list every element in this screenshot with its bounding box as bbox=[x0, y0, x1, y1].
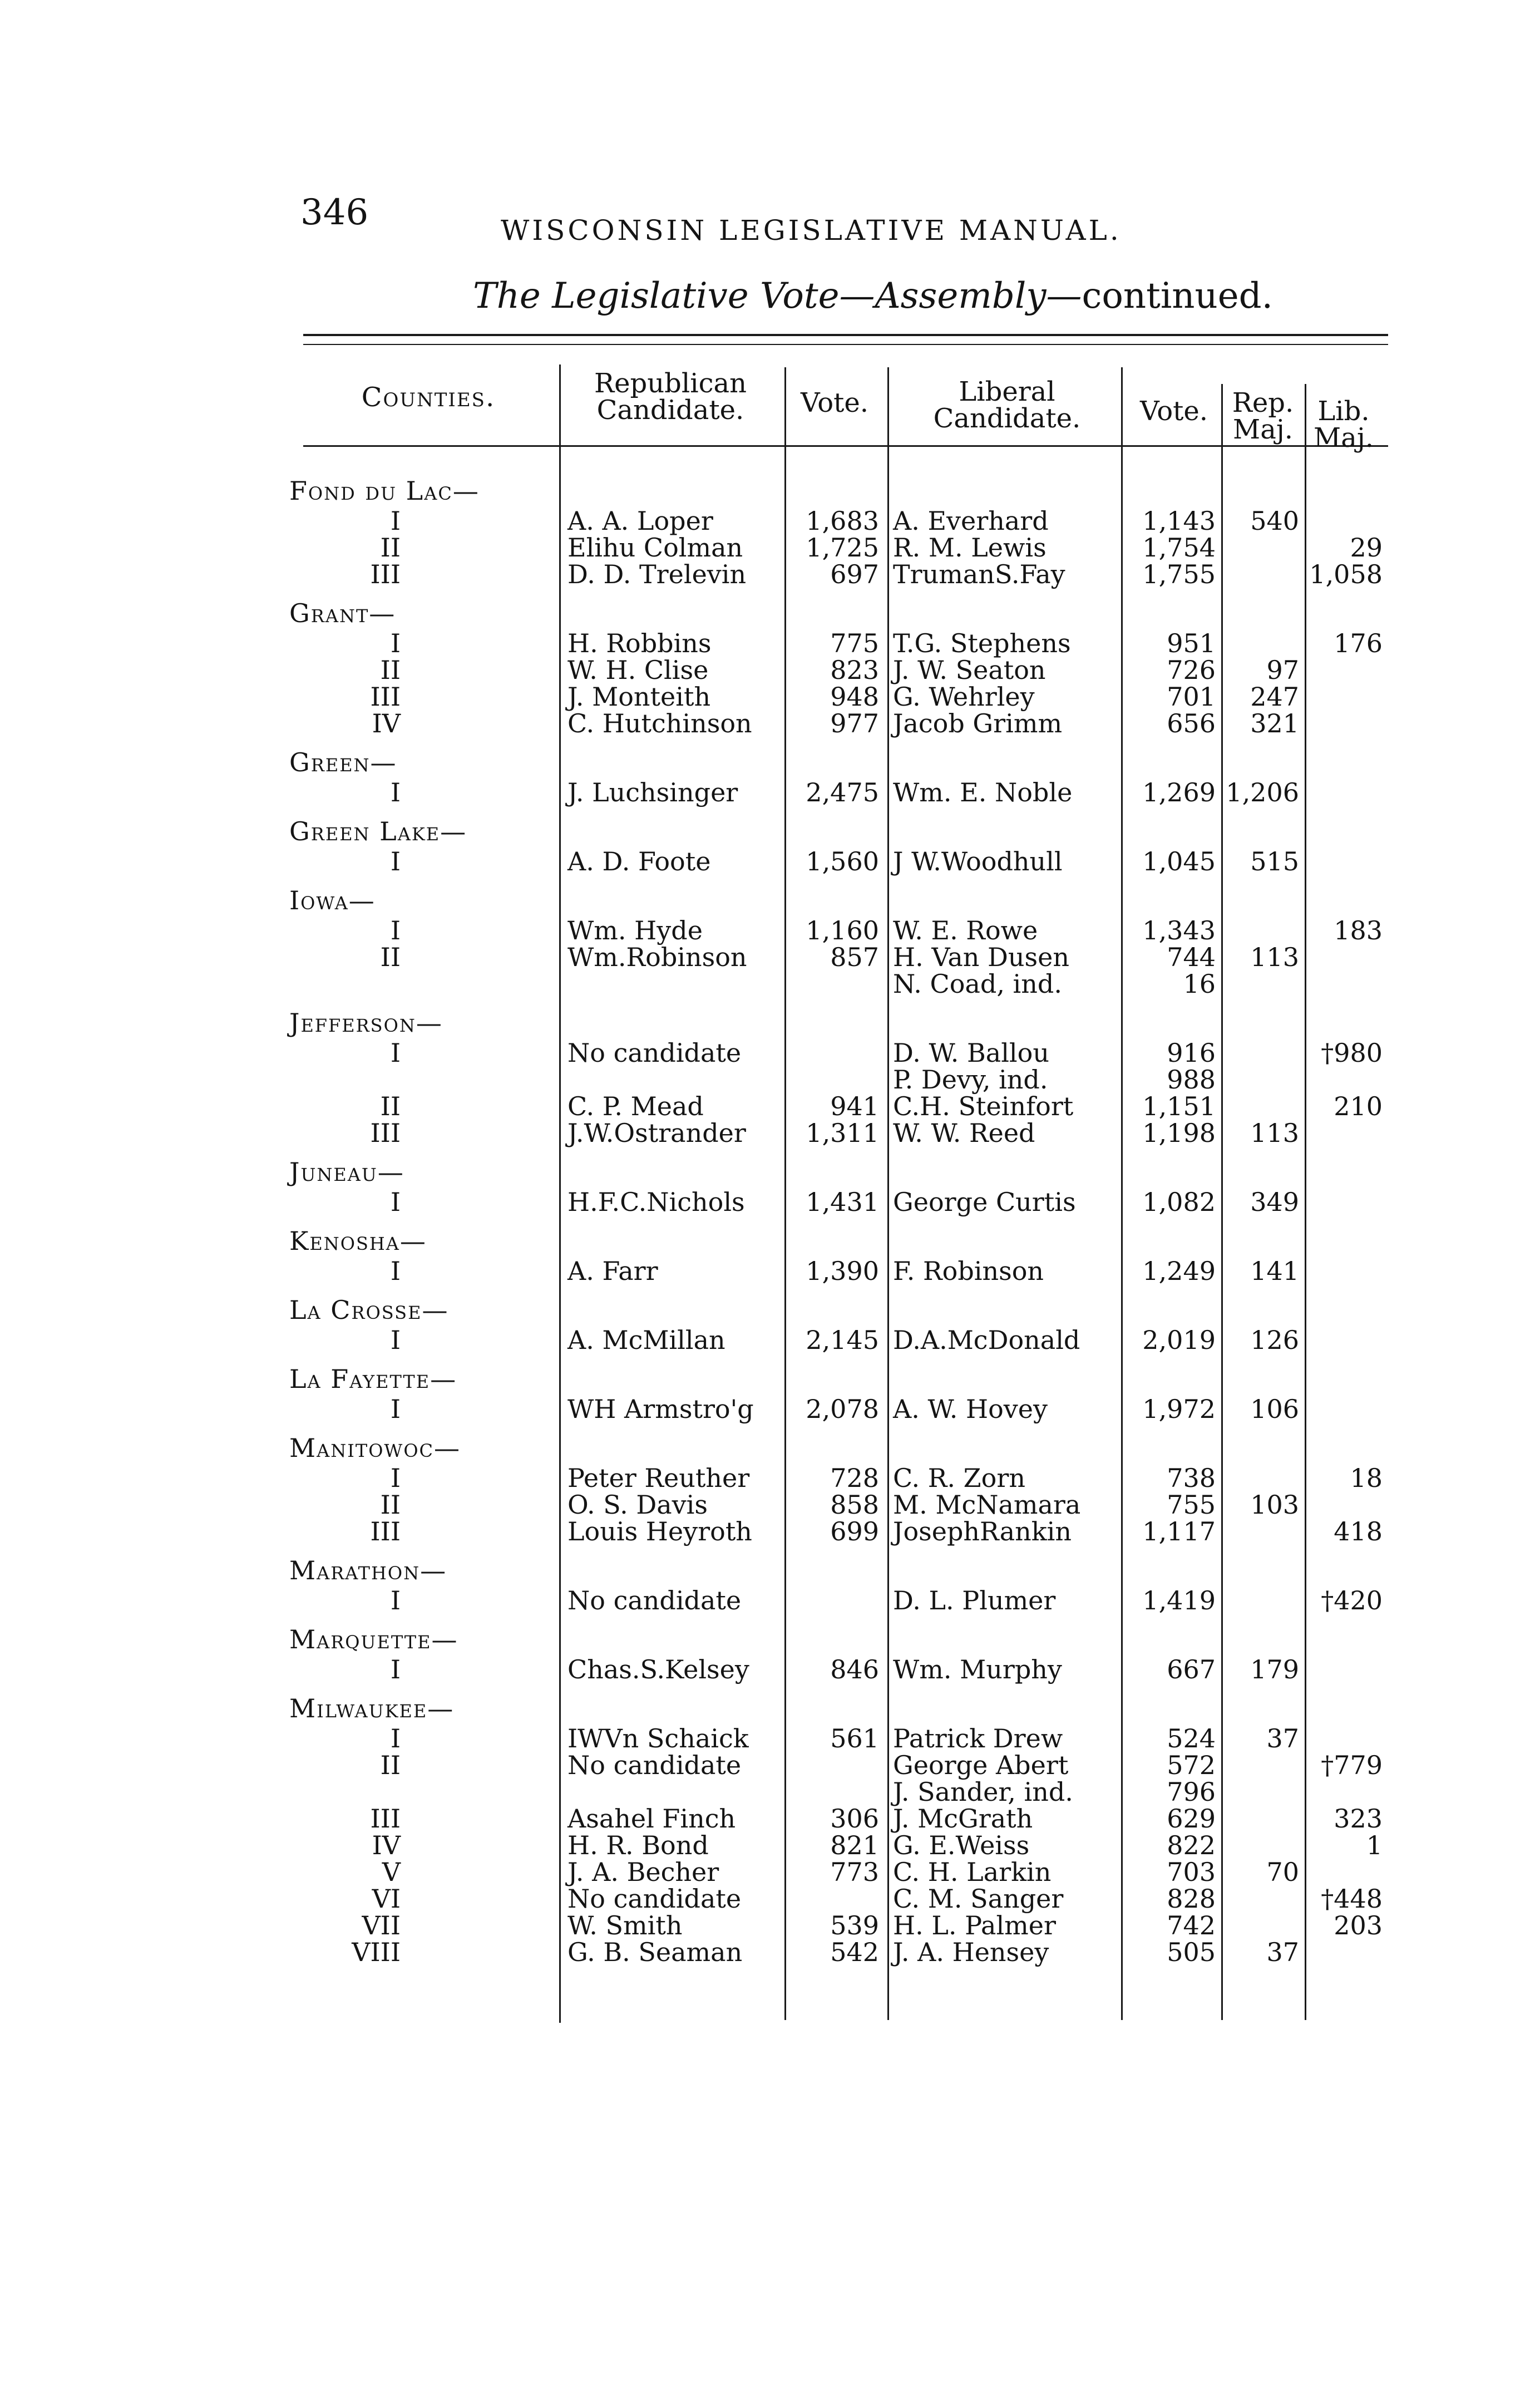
lib-vote: 738 bbox=[1167, 1463, 1216, 1493]
rep-candidate: A. Farr bbox=[567, 1256, 658, 1286]
rep-vote: 857 bbox=[830, 942, 879, 972]
district: III bbox=[370, 1118, 401, 1148]
county-heading: Milwaukee— bbox=[289, 1693, 455, 1723]
lib-candidate: P. Devy, ind. bbox=[893, 1065, 1048, 1095]
lib-candidate: Wm. Murphy bbox=[893, 1654, 1062, 1684]
rep-candidate: A. A. Loper bbox=[567, 506, 713, 536]
rep-majority: 1,206 bbox=[1226, 777, 1299, 807]
lib-candidate: D. L. Plumer bbox=[893, 1585, 1056, 1615]
rep-vote: 821 bbox=[830, 1830, 879, 1860]
rep-majority: 113 bbox=[1250, 942, 1299, 972]
col-divider-4 bbox=[1121, 367, 1123, 2020]
lib-candidate: N. Coad, ind. bbox=[893, 969, 1062, 999]
lib-vote: 1,269 bbox=[1142, 777, 1216, 807]
lib-majority: 210 bbox=[1334, 1091, 1383, 1121]
rep-vote: 977 bbox=[830, 708, 879, 738]
lib-vote: 726 bbox=[1167, 655, 1216, 685]
rep-vote: 823 bbox=[830, 655, 879, 685]
district: II bbox=[380, 655, 401, 685]
lib-vote: 701 bbox=[1167, 682, 1216, 712]
rep-vote: 542 bbox=[830, 1937, 879, 1967]
lib-candidate: W. W. Reed bbox=[893, 1118, 1035, 1148]
lib-candidate: H. Van Dusen bbox=[893, 942, 1069, 972]
table-subtitle bbox=[473, 275, 1273, 317]
rep-candidate: W. Smith bbox=[567, 1910, 683, 1940]
rep-candidate: Wm.Robinson bbox=[567, 942, 747, 972]
rep-majority: 179 bbox=[1250, 1654, 1299, 1684]
lib-vote: 951 bbox=[1167, 628, 1216, 658]
district: III bbox=[370, 682, 401, 712]
rep-candidate: No candidate bbox=[567, 1750, 742, 1780]
district: V bbox=[382, 1857, 401, 1887]
rep-vote: 1,390 bbox=[806, 1256, 879, 1286]
lib-candidate: J W.Woodhull bbox=[893, 846, 1063, 876]
rep-candidate: No candidate bbox=[567, 1884, 742, 1914]
lib-majority: 203 bbox=[1334, 1910, 1383, 1940]
lib-candidate: J. McGrath bbox=[893, 1804, 1033, 1834]
lib-vote: 796 bbox=[1167, 1777, 1216, 1807]
district: I bbox=[390, 1325, 401, 1355]
district: I bbox=[390, 628, 401, 658]
rep-vote: 948 bbox=[830, 682, 879, 712]
rep-vote: 941 bbox=[830, 1091, 879, 1121]
rep-candidate: C. P. Mead bbox=[567, 1091, 704, 1121]
district: IV bbox=[372, 708, 401, 738]
lib-candidate: T.G. Stephens bbox=[893, 628, 1071, 658]
lib-vote: 1,198 bbox=[1142, 1118, 1216, 1148]
subtitle-italic: The Legislative Vote—Assembly— bbox=[473, 275, 1082, 317]
lib-majority: 1,058 bbox=[1309, 559, 1383, 589]
rep-vote: 1,725 bbox=[806, 533, 879, 563]
lib-vote: 1,249 bbox=[1142, 1256, 1216, 1286]
lib-candidate: George Abert bbox=[893, 1750, 1069, 1780]
lib-vote: 1,082 bbox=[1142, 1187, 1216, 1217]
rep-vote: 561 bbox=[830, 1723, 879, 1753]
lib-candidate: C. H. Larkin bbox=[893, 1857, 1052, 1887]
rep-majority: 106 bbox=[1250, 1394, 1299, 1424]
lib-candidate: D.A.McDonald bbox=[893, 1325, 1080, 1355]
lib-majority: 18 bbox=[1350, 1463, 1383, 1493]
lib-vote: 629 bbox=[1167, 1804, 1216, 1834]
running-title: WISCONSIN LEGISLATIVE MANUAL. bbox=[501, 214, 1122, 247]
rep-candidate: Wm. Hyde bbox=[567, 915, 703, 945]
subtitle-roman: continued. bbox=[1082, 275, 1273, 317]
county-heading: Marathon— bbox=[289, 1555, 447, 1585]
lib-candidate: G. E.Weiss bbox=[893, 1830, 1030, 1860]
rep-candidate: No candidate bbox=[567, 1038, 742, 1068]
lib-majority: †420 bbox=[1321, 1585, 1383, 1615]
rep-candidate: No candidate bbox=[567, 1585, 742, 1615]
rep-candidate: G. B. Seaman bbox=[567, 1937, 743, 1967]
lib-vote: 916 bbox=[1167, 1038, 1216, 1068]
district: VII bbox=[362, 1910, 401, 1940]
lib-vote: 1,045 bbox=[1142, 846, 1216, 876]
col-divider-5 bbox=[1221, 384, 1223, 2020]
lib-candidate: C. R. Zorn bbox=[893, 1463, 1025, 1493]
county-heading: La Fayette— bbox=[289, 1364, 457, 1394]
rep-candidate: H. R. Bond bbox=[567, 1830, 709, 1860]
lib-vote: 656 bbox=[1167, 708, 1216, 738]
lib-vote: 755 bbox=[1167, 1490, 1216, 1520]
rep-candidate: H. Robbins bbox=[567, 628, 712, 658]
lib-vote: 988 bbox=[1167, 1065, 1216, 1095]
county-heading: Grant— bbox=[289, 598, 396, 628]
col-divider-3 bbox=[887, 367, 889, 2020]
rep-candidate: A. McMillan bbox=[567, 1325, 725, 1355]
rep-majority: 126 bbox=[1250, 1325, 1299, 1355]
lib-candidate: George Curtis bbox=[893, 1187, 1076, 1217]
lib-candidate: J. Sander, ind. bbox=[893, 1777, 1073, 1807]
district: II bbox=[380, 533, 401, 563]
lib-majority: 183 bbox=[1334, 915, 1383, 945]
lib-vote: 572 bbox=[1167, 1750, 1216, 1780]
rep-vote: 1,311 bbox=[806, 1118, 879, 1148]
col-divider-1 bbox=[559, 364, 561, 2023]
rep-majority: 247 bbox=[1250, 682, 1299, 712]
lib-vote: 2,019 bbox=[1142, 1325, 1216, 1355]
lib-candidate: C.H. Steinfort bbox=[893, 1091, 1074, 1121]
county-heading: Marquette— bbox=[289, 1624, 458, 1654]
rep-vote: 846 bbox=[830, 1654, 879, 1684]
rep-candidate: J. Monteith bbox=[567, 682, 711, 712]
lib-vote: 744 bbox=[1167, 942, 1216, 972]
rep-candidate: O. S. Davis bbox=[567, 1490, 708, 1520]
county-heading: Green— bbox=[289, 747, 397, 777]
rep-candidate: WH Armstro'g bbox=[567, 1394, 754, 1424]
district: VI bbox=[372, 1884, 401, 1914]
rep-vote: 773 bbox=[830, 1857, 879, 1887]
district: I bbox=[390, 846, 401, 876]
rep-majority: 103 bbox=[1250, 1490, 1299, 1520]
county-heading: Juneau— bbox=[289, 1157, 404, 1187]
rep-candidate: D. D. Trelevin bbox=[567, 559, 747, 589]
rep-vote: 2,145 bbox=[806, 1325, 879, 1355]
lib-candidate: J. W. Seaton bbox=[893, 655, 1046, 685]
rep-candidate: A. D. Foote bbox=[567, 846, 711, 876]
rep-vote: 539 bbox=[830, 1910, 879, 1940]
lib-candidate: H. L. Palmer bbox=[893, 1910, 1057, 1940]
rep-vote: 728 bbox=[830, 1463, 879, 1493]
county-heading: Manitowoc— bbox=[289, 1433, 461, 1463]
county-heading: Jefferson— bbox=[289, 1008, 443, 1038]
rep-candidate: H.F.C.Nichols bbox=[567, 1187, 745, 1217]
lib-candidate: Wm. E. Noble bbox=[893, 777, 1073, 807]
district: I bbox=[390, 777, 401, 807]
rep-majority: 349 bbox=[1250, 1187, 1299, 1217]
district: III bbox=[370, 559, 401, 589]
rep-majority: 97 bbox=[1266, 655, 1299, 685]
lib-vote: 1,343 bbox=[1142, 915, 1216, 945]
lib-majority: 176 bbox=[1334, 628, 1383, 658]
header-rule bbox=[303, 445, 1388, 447]
top-rule bbox=[303, 334, 1388, 336]
rep-vote: 1,431 bbox=[806, 1187, 879, 1217]
rep-majority: 70 bbox=[1266, 1857, 1299, 1887]
rep-majority: 321 bbox=[1250, 708, 1299, 738]
district: II bbox=[380, 1091, 401, 1121]
lib-vote: 1,117 bbox=[1142, 1516, 1216, 1546]
rep-candidate: C. Hutchinson bbox=[567, 708, 752, 738]
header-lib-vote: Vote. bbox=[1139, 396, 1208, 427]
rep-candidate: Peter Reuther bbox=[567, 1463, 750, 1493]
rep-candidate: Louis Heyroth bbox=[567, 1516, 752, 1546]
lib-majority: †779 bbox=[1321, 1750, 1383, 1780]
district: I bbox=[390, 1038, 401, 1068]
rep-majority: 37 bbox=[1266, 1937, 1299, 1967]
rep-candidate: IWVn Schaick bbox=[567, 1723, 749, 1753]
rep-vote: 775 bbox=[830, 628, 879, 658]
county-heading: Fond du Lac— bbox=[289, 476, 480, 506]
lib-majority: †448 bbox=[1321, 1884, 1383, 1914]
district: III bbox=[370, 1804, 401, 1834]
district: II bbox=[380, 1750, 401, 1780]
county-heading: La Crosse— bbox=[289, 1295, 449, 1325]
lib-candidate: R. M. Lewis bbox=[893, 533, 1047, 563]
lib-vote: 505 bbox=[1167, 1937, 1216, 1967]
lib-candidate: D. W. Ballou bbox=[893, 1038, 1049, 1068]
district: I bbox=[390, 915, 401, 945]
rep-vote: 697 bbox=[830, 559, 879, 589]
lib-candidate: Jacob Grimm bbox=[893, 708, 1063, 738]
rep-vote: 699 bbox=[830, 1516, 879, 1546]
lib-candidate: Patrick Drew bbox=[893, 1723, 1063, 1753]
rep-vote: 2,475 bbox=[806, 777, 879, 807]
rep-candidate: W. H. Clise bbox=[567, 655, 709, 685]
county-heading: Iowa— bbox=[289, 885, 376, 915]
rep-candidate: J. Luchsinger bbox=[567, 777, 738, 807]
lib-vote: 1,143 bbox=[1142, 506, 1216, 536]
header-rep-vote: Vote. bbox=[800, 387, 869, 418]
district: IV bbox=[372, 1830, 401, 1860]
rep-candidate: J.W.Ostrander bbox=[567, 1118, 746, 1148]
lib-vote: 1,754 bbox=[1142, 533, 1216, 563]
page-number: 346 bbox=[300, 192, 369, 233]
col-divider-2 bbox=[784, 367, 786, 2020]
lib-majority: 29 bbox=[1350, 533, 1383, 563]
lib-candidate: M. McNamara bbox=[893, 1490, 1081, 1520]
header-lib-maj: Lib. Maj. bbox=[1314, 396, 1374, 454]
county-heading: Kenosha— bbox=[289, 1226, 427, 1256]
rep-candidate: Elihu Colman bbox=[567, 533, 743, 563]
lib-candidate: J. A. Hensey bbox=[893, 1937, 1049, 1967]
lib-candidate: C. M. Sanger bbox=[893, 1884, 1064, 1914]
district: VIII bbox=[352, 1937, 401, 1967]
header-rep-maj: Rep. Maj. bbox=[1232, 387, 1294, 445]
rep-majority: 37 bbox=[1266, 1723, 1299, 1753]
header-liberal-candidate: Liberal Candidate. bbox=[933, 376, 1081, 434]
lib-vote: 1,972 bbox=[1142, 1394, 1216, 1424]
lib-candidate: W. E. Rowe bbox=[893, 915, 1038, 945]
county-heading: Green Lake— bbox=[289, 816, 467, 846]
rep-candidate: Chas.S.Kelsey bbox=[567, 1654, 749, 1684]
lib-candidate: TrumanS.Fay bbox=[893, 559, 1065, 589]
district: II bbox=[380, 1490, 401, 1520]
lib-vote: 1,755 bbox=[1142, 559, 1216, 589]
lib-candidate: A. Everhard bbox=[893, 506, 1049, 536]
rep-vote: 306 bbox=[830, 1804, 879, 1834]
rep-vote: 858 bbox=[830, 1490, 879, 1520]
lib-candidate: F. Robinson bbox=[893, 1256, 1044, 1286]
lib-vote: 742 bbox=[1167, 1910, 1216, 1940]
rep-vote: 1,160 bbox=[806, 915, 879, 945]
district: I bbox=[390, 1187, 401, 1217]
district: I bbox=[390, 506, 401, 536]
rep-majority: 540 bbox=[1250, 506, 1299, 536]
lib-candidate: G. Wehrley bbox=[893, 682, 1035, 712]
district: I bbox=[390, 1394, 401, 1424]
lib-vote: 1,151 bbox=[1142, 1091, 1216, 1121]
lib-vote: 1,419 bbox=[1142, 1585, 1216, 1615]
district: I bbox=[390, 1654, 401, 1684]
lib-candidate: A. W. Hovey bbox=[893, 1394, 1048, 1424]
lib-majority: †980 bbox=[1321, 1038, 1383, 1068]
district: III bbox=[370, 1516, 401, 1546]
rep-majority: 113 bbox=[1250, 1118, 1299, 1148]
lib-vote: 703 bbox=[1167, 1857, 1216, 1887]
lib-vote: 828 bbox=[1167, 1884, 1216, 1914]
lib-vote: 822 bbox=[1167, 1830, 1216, 1860]
district: I bbox=[390, 1463, 401, 1493]
rep-vote: 2,078 bbox=[806, 1394, 879, 1424]
header-republican-candidate: Republican Candidate. bbox=[594, 368, 747, 426]
rep-majority: 515 bbox=[1250, 846, 1299, 876]
district: I bbox=[390, 1585, 401, 1615]
rep-majority: 141 bbox=[1250, 1256, 1299, 1286]
lib-majority: 1 bbox=[1366, 1830, 1383, 1860]
rep-vote: 1,560 bbox=[806, 846, 879, 876]
col-divider-6 bbox=[1305, 384, 1306, 2020]
lib-vote: 16 bbox=[1183, 969, 1216, 999]
district: I bbox=[390, 1723, 401, 1753]
lib-vote: 667 bbox=[1167, 1654, 1216, 1684]
rep-vote: 1,683 bbox=[806, 506, 879, 536]
rep-candidate: Asahel Finch bbox=[567, 1804, 736, 1834]
lib-majority: 418 bbox=[1334, 1516, 1383, 1546]
lib-majority: 323 bbox=[1334, 1804, 1383, 1834]
lib-candidate: JosephRankin bbox=[893, 1516, 1072, 1546]
top-rule-thin bbox=[303, 344, 1388, 345]
header-counties: Counties. bbox=[361, 382, 496, 413]
lib-vote: 524 bbox=[1167, 1723, 1216, 1753]
district: I bbox=[390, 1256, 401, 1286]
district: II bbox=[380, 942, 401, 972]
rep-candidate: J. A. Becher bbox=[567, 1857, 719, 1887]
